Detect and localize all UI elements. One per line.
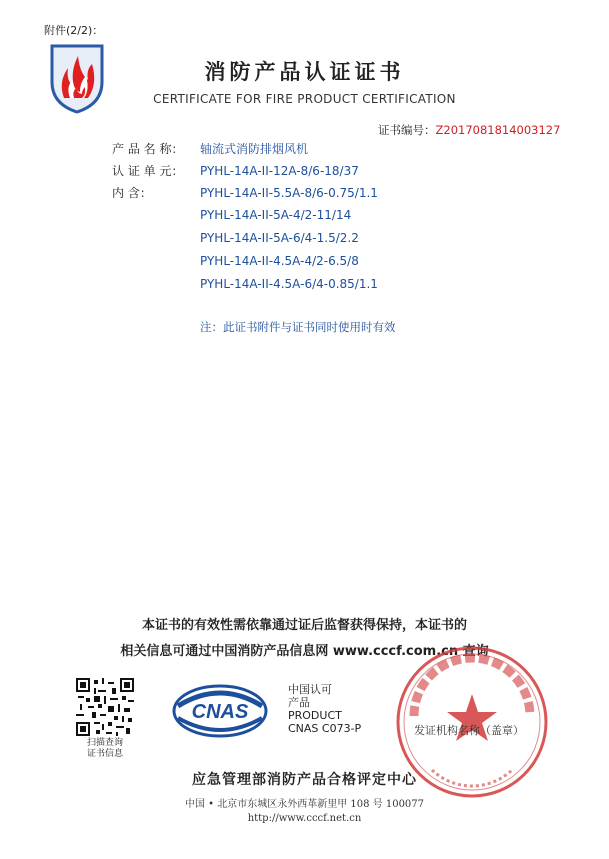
qr-caption-1: 扫描查询 <box>86 738 123 748</box>
field-value: PYHL-14A-II-12A-8/6-18/37 <box>200 164 359 178</box>
field-includes <box>112 186 378 200</box>
model-item: PYHL-14A-II-4.5A-4/2-6.5/8 <box>200 254 359 268</box>
cnas-accreditation-info <box>288 683 361 735</box>
cnas-info-line: PRODUCT <box>288 709 342 722</box>
organization-address: 中国 • 北京市东城区永外西革新里甲 108 号 100077 <box>184 799 425 810</box>
model-item: PYHL-14A-II-4.5A-6/4-0.85/1.1 <box>200 277 378 291</box>
field-label: 产 品 名 称： <box>112 142 184 156</box>
field-label: 内 含： <box>112 186 152 200</box>
field-value: 轴流式消防排烟风机 <box>200 142 309 156</box>
qr-caption-2: 证书信息 <box>86 749 123 759</box>
model-item: PYHL-14A-II-5A-4/2-11/14 <box>200 208 352 222</box>
issuer-signature-label: 发证机构名称（盖章） <box>414 724 524 737</box>
cnas-info-line: CNAS C073-P <box>288 722 362 735</box>
certificate-number <box>378 122 560 138</box>
validity-note: 注：此证书附件与证书同时使用时有效 <box>200 320 396 334</box>
certificate-title-cn: 消防产品认证证书 <box>204 59 405 84</box>
field-cert-unit <box>112 164 359 178</box>
issuing-organization: 应急管理部消防产品合格评定中心 <box>192 772 417 788</box>
statement-line-1: 本证书的有效性需依靠通过证后监督获得保持，本证书的 <box>141 618 467 633</box>
cnas-logo <box>172 684 268 738</box>
cnas-logo-text: CNAS <box>191 701 249 723</box>
organization-website: http://www.cccf.net.cn <box>247 813 362 824</box>
certificate-number-label: 证书编号： <box>378 123 436 137</box>
field-label: 认 证 单 元： <box>112 164 184 178</box>
field-product-name <box>112 142 308 156</box>
attachment-label: 附件(2/2)： <box>44 24 104 37</box>
certificate-title-en: CERTIFICATE FOR FIRE PRODUCT CERTIFICATION <box>153 92 456 106</box>
cnas-info-line: 产品 <box>288 696 310 709</box>
qr-code-icon <box>76 678 134 736</box>
certificate-number-value: Z2017081814003127 <box>435 123 561 137</box>
statement-line-2: 相关信息可通过中国消防产品信息网 www.cccf.com.cn 查询 <box>120 644 489 659</box>
model-item: PYHL-14A-II-5A-6/4-1.5/2.2 <box>200 231 359 245</box>
cnas-info-line: 中国认可 <box>288 683 332 696</box>
field-value: PYHL-14A-II-5.5A-8/6-0.75/1.1 <box>200 186 378 200</box>
